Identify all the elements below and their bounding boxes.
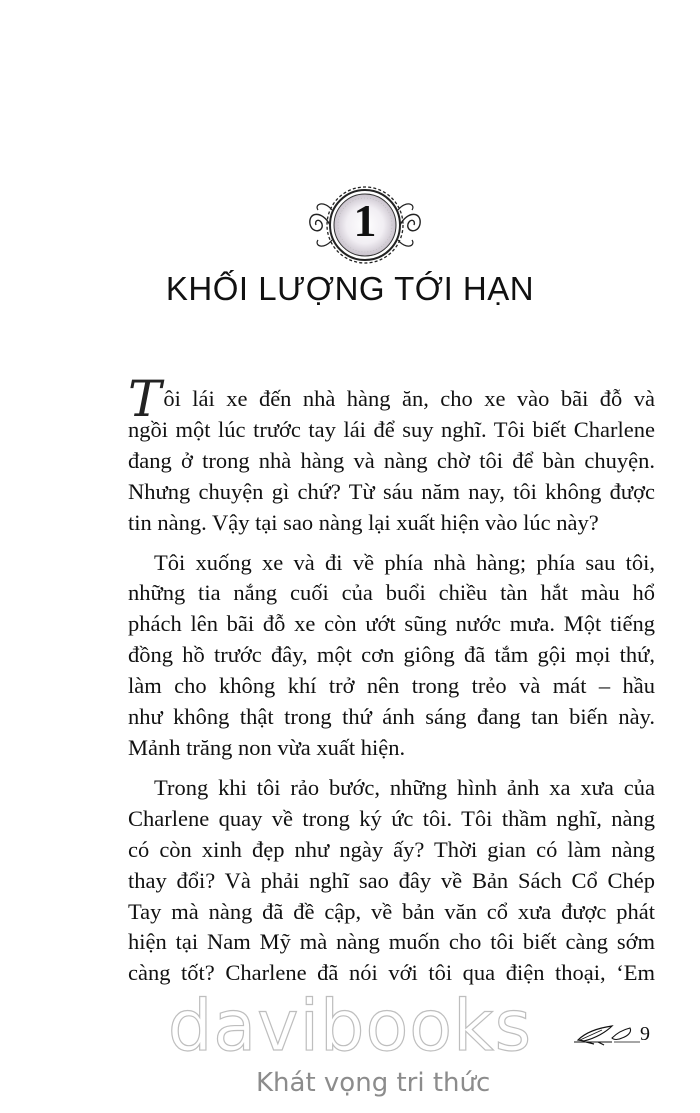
text-line: như không thật trong thứ ánh sáng đang tan biến này. [128, 704, 655, 730]
text-line: Nhưng chuyện gì chứ? Từ sáu năm nay, tôi không được [128, 478, 655, 504]
text-line: làm cho không khí trở nên trong trẻo và mát – hầu [128, 673, 655, 699]
paragraph-3 [128, 773, 655, 989]
text-line: càng tốt? Charlene đã nói với tôi qua điện thoại, ‘Em [128, 960, 655, 986]
text-line: Tay mà nàng đã đề cập, về bản văn cổ xưa được phát [128, 898, 655, 924]
chapter-title: KHỐI LƯỢNG TỚI HẠN [165, 270, 535, 307]
text-line: Charlene quay về trong ký ức tôi. Tôi thầm nghĩ, nàng [128, 805, 655, 831]
text-line: hiện tại Nam Mỹ mà nàng muốn cho tôi biết càng sớm [128, 929, 655, 955]
tagline: Khát vọng tri thức [256, 1068, 491, 1098]
text-line: ngồi một lúc trước tay lái để suy nghĩ. Tôi biết Charlene [128, 416, 655, 442]
watermark-logo: davibooks [167, 985, 533, 1067]
chapter-badge [300, 180, 430, 270]
text-line: Tôi lái xe đến nhà hàng ăn, cho xe vào bãi đỗ và [128, 370, 655, 428]
text-line: có còn xinh đẹp như ngày ấy? Thời gian có làm nàng [128, 836, 655, 862]
paragraph-1 [128, 370, 655, 539]
drop-cap: T [128, 370, 162, 428]
text-line: đang ở trong nhà hàng và nàng chờ tôi để bàn chuyện. [128, 447, 655, 473]
page-number: 9 [640, 1023, 650, 1045]
text-line: tin nàng. Vậy tại sao nàng lại xuất hiện vào lúc này? [128, 509, 599, 535]
paragraph-2 [128, 548, 655, 764]
text-line: đồng hồ trước đây, một cơn giông đã tắm gội mọi thứ, [128, 642, 655, 668]
text-line: những tia nắng cuối của buổi chiều tàn hắt màu hổ [128, 580, 655, 606]
chapter-number: 1 [353, 195, 377, 246]
body-text [128, 370, 655, 998]
text-line: phách lên bãi đỗ xe còn ướt sũng nước mưa. Một tiếng [128, 611, 655, 637]
text-line: Trong khi tôi rảo bước, những hình ảnh xa xưa của [154, 774, 655, 800]
text-line: Tôi xuống xe và đi về phía nhà hàng; phía sau tôi, [154, 549, 655, 575]
text-line: Mảnh trăng non vừa xuất hiện. [128, 734, 406, 760]
quill-pen-icon [572, 1022, 642, 1046]
text-line: thay đổi? Và phải nghĩ sao đây về Bản Sách Cổ Chép [128, 867, 655, 893]
